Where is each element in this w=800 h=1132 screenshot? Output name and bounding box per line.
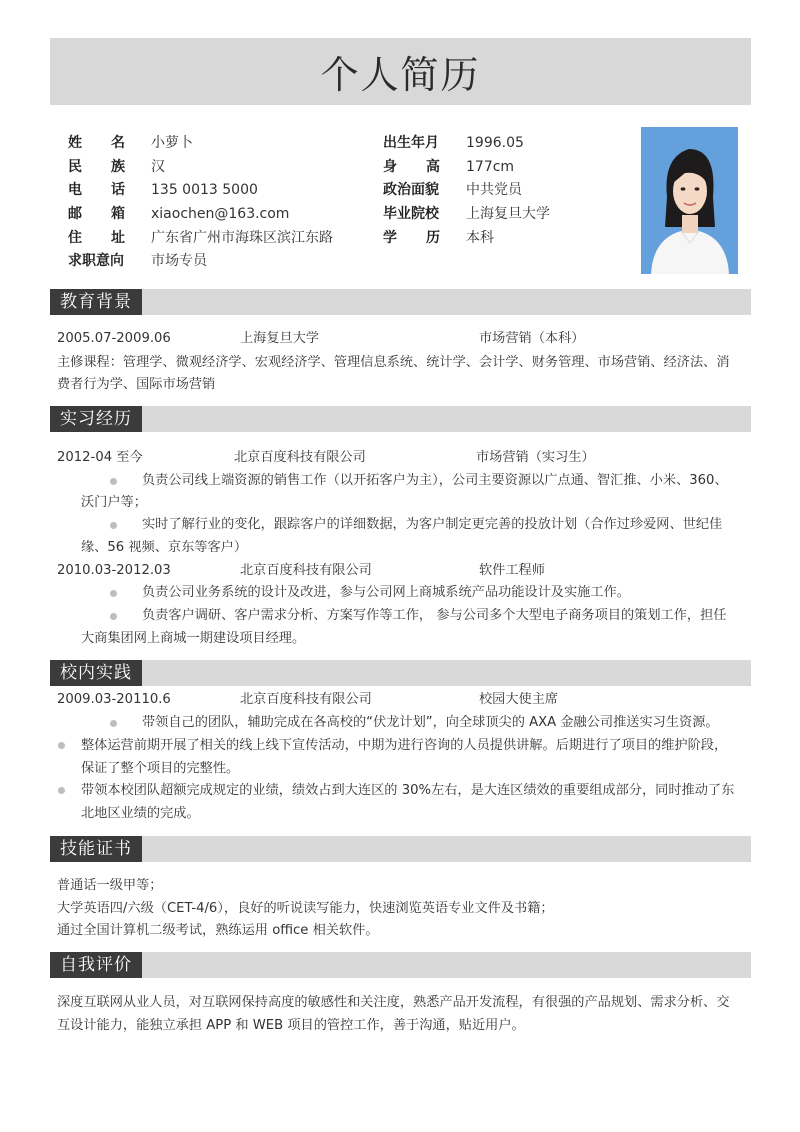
name-value: 小萝卜 [151,135,193,151]
ethnicity-label: 民 族 [68,159,125,175]
title-bar [50,38,751,105]
section-campus-title: 校内实践 [50,660,142,686]
skills-line3: 通过全国计算机二级考试，熟练运用 office 相关软件。 [57,923,379,938]
section-education-title: 教育背景 [50,289,142,315]
birth-label: 出生年月 [383,135,439,151]
section-campus [50,660,751,686]
campus-period: 2009.03-20110.6 [57,692,171,707]
birth-value: 1996.05 [466,135,524,151]
height-label: 身 高 [383,159,440,175]
job1-company: 北京百度科技有限公司 [234,450,366,465]
phone-label: 电 话 [68,182,125,198]
address-value: 广东省广州市海珠区滨江东路 [151,230,333,246]
height-value: 177cm [466,159,515,175]
education-school: 上海复旦大学 [240,331,320,346]
self-eval-line2: 互设计能力，能独立承担 APP 和 WEB 项目的管控工作，善于沟通，贴近用户。 [57,1018,525,1033]
campus-bullet3-line1: 带领本校团队超额完成规定的业绩，绩效占到大连区的 30%左右，是大连区绩效的重要组成部分，同时推动了东 [81,783,735,798]
job1-bullet1-line1: 负责公司线上端资源的销售工作（以开拓客户为主），公司主要资源以广点通、智汇推、小米、360、 [142,473,728,488]
campus-bullet1-line1: 带领自己的团队，辅助完成在各高校的“伏龙计划”，向全球顶尖的 AXA 金融公司推送实习生资源。 [142,715,719,730]
education-period: 2005.07-2009.06 [57,331,171,346]
campus-company: 北京百度科技有限公司 [240,692,372,707]
profile-photo [641,127,738,274]
school-label: 毕业院校 [383,206,439,222]
ethnicity-value: 汉 [151,159,165,175]
job1-bullet2-line1: 实时了解行业的变化，跟踪客户的详细数据，为客户制定更完善的投放计划（合作过珍爱网、世纪佳 [142,517,723,532]
campus-bullet2-line2: 保证了整个项目的完整性。 [81,761,240,776]
address-label: 住 址 [68,230,125,246]
bullet-icon [110,590,117,597]
bullet-icon [110,478,117,485]
school-value: 上海复旦大学 [466,206,550,222]
section-internship-title: 实习经历 [50,406,142,432]
education-major: 市场营销（本科） [479,331,585,346]
section-skills-title: 技能证书 [50,836,142,862]
section-internship [50,406,751,432]
page-title: 个人简历 [320,53,481,97]
degree-label: 学 历 [383,230,440,246]
section-self-eval [50,952,751,978]
section-self-eval-title: 自我评价 [50,952,142,978]
objective-value: 市场专员 [151,253,207,269]
section-skills [50,836,751,862]
education-courses-line2: 费者行为学、国际市场营销 [57,377,216,392]
job1-period: 2012-04 至今 [57,450,143,465]
skills-line2: 大学英语四/六级（CET-4/6），良好的听说读写能力，快速浏览英语专业文件及书籍； [57,901,554,916]
portrait-illustration [641,127,738,274]
campus-bullet3-line2: 北地区业绩的完成。 [81,806,200,821]
objective-label: 求职意向 [68,253,124,269]
job2-company: 北京百度科技有限公司 [240,563,372,578]
job1-bullet1-line2: 沃门户等； [81,495,147,510]
bullet-icon [110,522,117,529]
job2-role: 软件工程师 [479,563,545,578]
name-label: 姓 名 [68,135,125,151]
bullet-icon [110,613,117,620]
self-eval-line1: 深度互联网从业人员，对互联网保持高度的敏感性和关注度，熟悉产品开发流程，有很强的产品规划、需求分析、交 [57,995,730,1010]
section-education [50,289,751,315]
bullet-icon [110,720,117,727]
job2-bullet1-line1: 负责公司业务系统的设计及改进，参与公司网上商城系统产品功能设计及实施工作。 [142,585,630,600]
job2-bullet2-line2: 大商集团网上商城一期建设项目经理。 [81,631,306,646]
job2-bullet2-line1: 负责客户调研、客户需求分析、方案写作等工作， 参与公司多个大型电子商务项目的策划工作，担任 [142,608,727,623]
politics-value: 中共党员 [466,182,522,198]
degree-value: 本科 [466,230,494,246]
job1-role: 市场营销（实习生） [476,450,595,465]
campus-role: 校园大使主席 [479,692,559,707]
skills-line1: 普通话一级甲等； [57,878,163,893]
education-courses-line1: 主修课程：管理学、微观经济学、宏观经济学、管理信息系统、统计学、会计学、财务管理、市场营销、经济法、消 [57,355,730,370]
phone-value: 135 0013 5000 [151,182,258,198]
email-label: 邮 箱 [68,206,125,222]
politics-label: 政治面貌 [383,182,439,198]
job1-bullet2-line2: 缘、56 视频、京东等客户） [81,540,248,555]
bullet-icon [58,787,65,794]
job2-period: 2010.03-2012.03 [57,563,171,578]
campus-bullet2-line1: 整体运营前期开展了相关的线上线下宣传活动，中期为进行咨询的人员提供讲解。后期进行了项目的维护阶段， [81,738,728,753]
email-value: xiaochen@163.com [151,206,290,222]
bullet-icon [58,742,65,749]
